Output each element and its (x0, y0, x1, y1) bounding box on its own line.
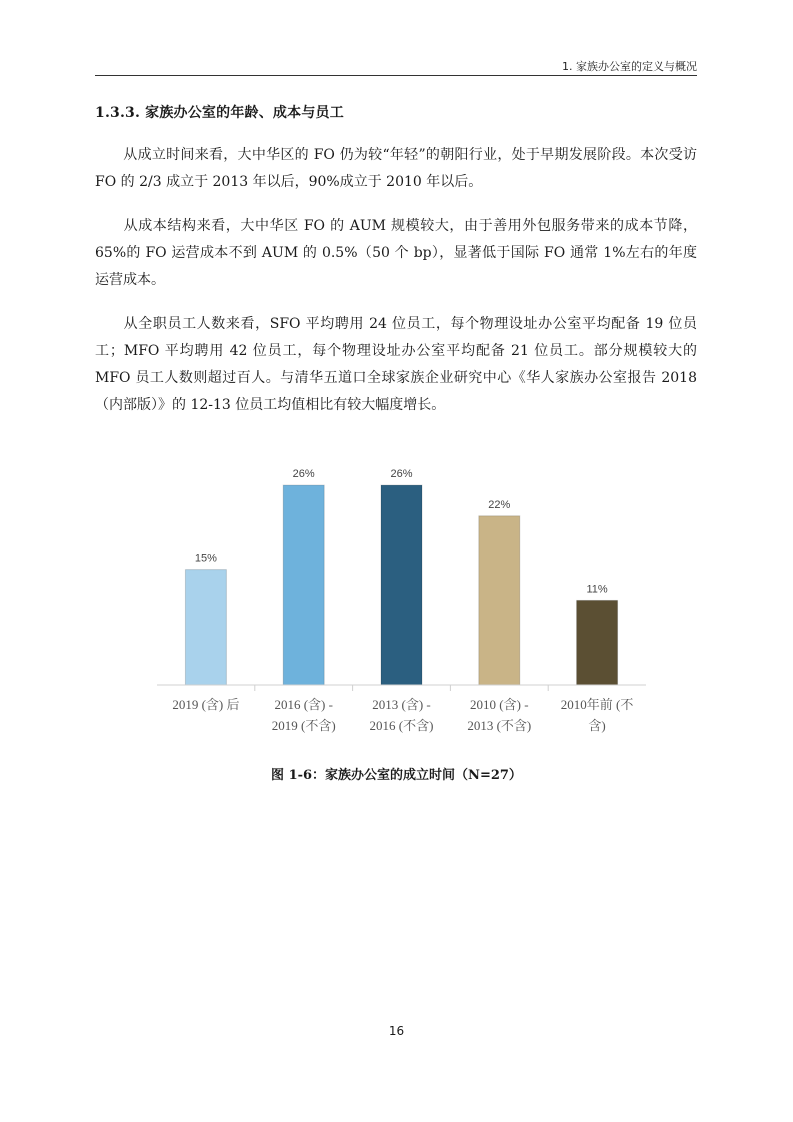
bar-2 (381, 485, 422, 685)
category-label-1-line-0: 2016 (含) - (274, 697, 333, 712)
category-label-4-line-1: 含) (588, 718, 606, 733)
running-header: 1. 家族办公室的定义与概况 (562, 60, 697, 73)
bar-1 (283, 485, 324, 685)
category-label-4-line-0: 2010年前 (不 (560, 697, 634, 712)
bar-3 (479, 516, 520, 685)
data-label-3: 22% (488, 498, 511, 511)
category-label-3-line-1: 2013 (不含) (467, 718, 532, 733)
paragraph-cost-structure: 从成本结构来看，大中华区 FO 的 AUM 规模较大，由于善用外包服务带来的成本节降，65%的 FO 运营成本不到 AUM 的 0.5%（50 个 bp），显著低于国际 FO 通常 1%左右的年度运营成本。 (95, 218, 697, 288)
category-label-2-line-1: 2016 (不含) (369, 718, 434, 733)
header-rule (95, 75, 697, 76)
data-label-4: 11% (586, 583, 608, 596)
bar-4 (577, 600, 618, 685)
page-number: 16 (388, 1024, 405, 1038)
figure-caption: 图 1-6：家族办公室的成立时间（N=27） (271, 768, 522, 783)
data-label-0: 15% (194, 552, 217, 565)
section-heading: 1.3.3. 家族办公室的年龄、成本与员工 (95, 105, 344, 121)
category-label-3-line-0: 2010 (含) - (470, 697, 529, 712)
data-label-1: 26% (292, 468, 315, 481)
paragraph-founding-time: 从成立时间来看，大中华区的 FO 仍为较“年轻”的朝阳行业，处于早期发展阶段。本次受访 FO 的 2/3 成立于 2013 年以后，90%成立于 2010 年以后。 (95, 147, 697, 190)
founding-time-bar-chart (0, 440, 793, 750)
category-label-2-line-0: 2013 (含) - (372, 697, 431, 712)
data-label-2: 26% (390, 468, 413, 481)
bar-0 (185, 570, 226, 685)
category-label-1-line-1: 2019 (不含) (271, 718, 336, 733)
paragraph-staff-count: 从全职员工人数来看，SFO 平均聘用 24 位员工，每个物理设址办公室平均配备 19 位员工；MFO 平均聘用 42 位员工，每个物理设址办公室平均配备 21 位员工。部分规模较大的 MFO 员工人数则超过百人。与清华五道口全球家族企业研究中心《华人家族办公室报告 2018（内部版）》的 12-13 位员工均值相比有较大幅度增长。 (95, 316, 697, 413)
category-label-0-line-0: 2019 (含) 后 (172, 697, 240, 712)
